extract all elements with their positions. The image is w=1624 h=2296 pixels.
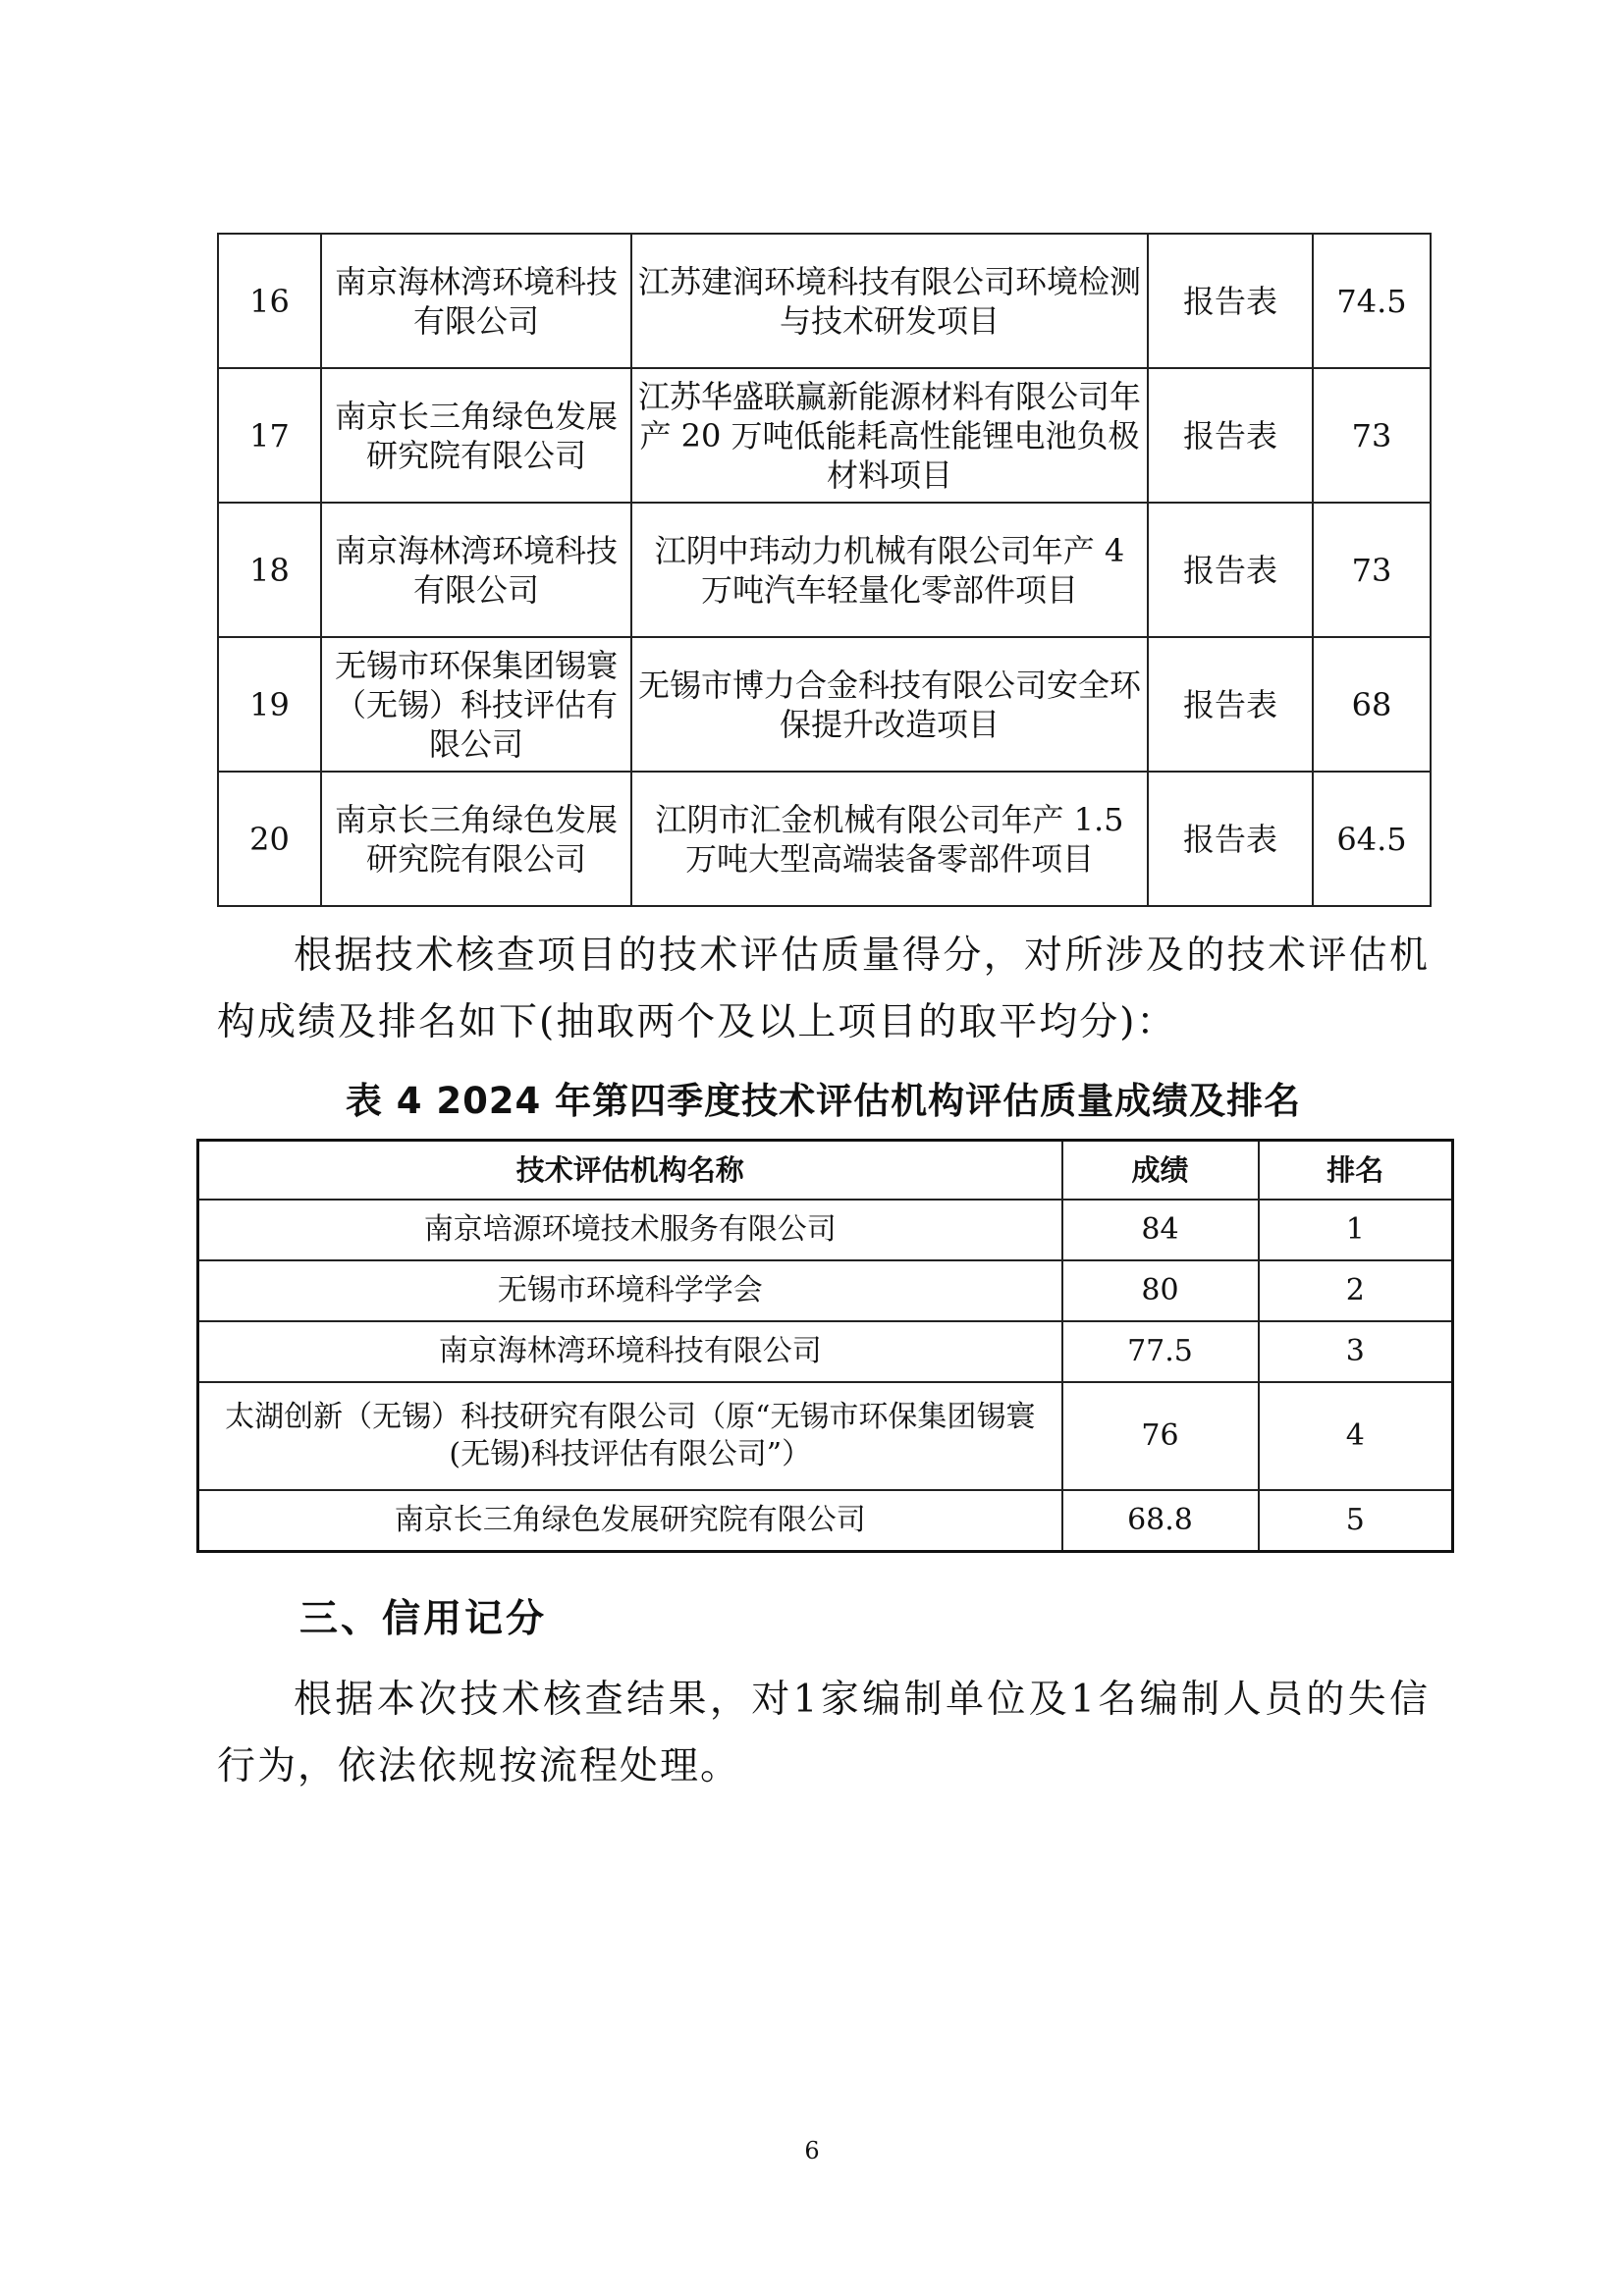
org-name: 无锡市环境科学学会 [198,1260,1062,1321]
org-rank: 2 [1259,1260,1453,1321]
org-rank: 5 [1259,1490,1453,1552]
org-rank: 3 [1259,1321,1453,1382]
org-rank: 1 [1259,1200,1453,1260]
row-number: 20 [218,772,321,906]
row-number: 19 [218,637,321,772]
table-row [198,1260,1453,1321]
table-row [218,772,1431,906]
page-number: 6 [804,2137,820,2164]
org-name: 南京海林湾环境科技有限公司 [198,1321,1062,1382]
org-name: 南京培源环境技术服务有限公司 [198,1200,1062,1260]
org-score: 80 [1062,1260,1259,1321]
evaluation-org: 无锡市环保集团锡寰（无锡）科技评估有限公司 [321,637,631,772]
ranking-table [196,1139,1454,1553]
org-score: 84 [1062,1200,1259,1260]
org-score: 77.5 [1062,1321,1259,1382]
table-row [218,637,1431,772]
score: 73 [1313,368,1431,503]
project-score-table [217,233,1432,907]
header-org-name: 技术评估机构名称 [198,1141,1062,1201]
org-name: 南京长三角绿色发展研究院有限公司 [198,1490,1062,1552]
org-rank: 4 [1259,1382,1453,1490]
table-caption: 表 4 2024 年第四季度技术评估机构评估质量成绩及排名 [345,1080,1302,1122]
project-name: 江阴市汇金机械有限公司年产 1.5 万吨大型高端装备零部件项目 [631,772,1148,906]
report-type: 报告表 [1148,503,1313,637]
table-row [218,503,1431,637]
row-number: 17 [218,368,321,503]
report-type: 报告表 [1148,637,1313,772]
evaluation-org: 南京长三角绿色发展研究院有限公司 [321,772,631,906]
table-row [198,1200,1453,1260]
header-score: 成绩 [1062,1141,1259,1201]
project-name: 无锡市博力合金科技有限公司安全环保提升改造项目 [631,637,1148,772]
report-type: 报告表 [1148,234,1313,368]
row-number: 16 [218,234,321,368]
project-name: 江苏建润环境科技有限公司环境检测与技术研发项目 [631,234,1148,368]
project-name: 江阴中玮动力机械有限公司年产 4 万吨汽车轻量化零部件项目 [631,503,1148,637]
org-name: 太湖创新（无锡）科技研究有限公司（原“无锡市环保集团锡寰(无锡)科技评估有限公司”） [198,1382,1062,1490]
project-name: 江苏华盛联赢新能源材料有限公司年产 20 万吨低能耗高性能锂电池负极材料项目 [631,368,1148,503]
table-row [218,234,1431,368]
report-type: 报告表 [1148,368,1313,503]
evaluation-org: 南京长三角绿色发展研究院有限公司 [321,368,631,503]
report-type: 报告表 [1148,772,1313,906]
row-number: 18 [218,503,321,637]
section-paragraph: 根据本次技术核查结果，对1家编制单位及1名编制人员的失信行为，依法依规按流程处理。 [217,1678,1430,1789]
section-heading: 三、信用记分 [299,1597,548,1641]
summary-paragraph: 根据技术核查项目的技术评估质量得分，对所涉及的技术评估机构成绩及排名如下(抽取两个及以上项目的取平均分)： [217,934,1430,1044]
table-header-row [198,1141,1453,1201]
score: 64.5 [1313,772,1431,906]
evaluation-org: 南京海林湾环境科技有限公司 [321,234,631,368]
org-score: 68.8 [1062,1490,1259,1552]
score: 74.5 [1313,234,1431,368]
org-score: 76 [1062,1382,1259,1490]
table-row [198,1490,1453,1552]
table-row [198,1321,1453,1382]
header-rank: 排名 [1259,1141,1453,1201]
table-row [198,1382,1453,1490]
score: 68 [1313,637,1431,772]
table-row [218,368,1431,503]
score: 73 [1313,503,1431,637]
evaluation-org: 南京海林湾环境科技有限公司 [321,503,631,637]
